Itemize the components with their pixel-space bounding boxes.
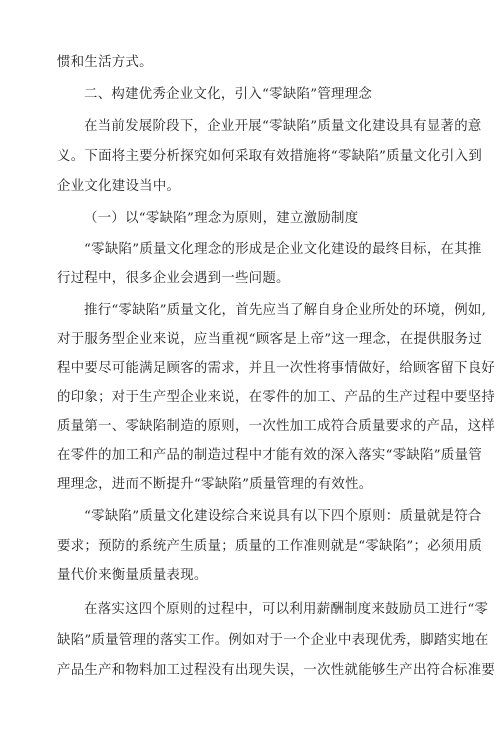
paragraph-line: 要求；预防的系统产生质量；质量的工作准则就是“零缺陷”；必须用质	[57, 539, 483, 554]
paragraph-line: 理理念，进而不断提升“零缺陷”质量管理的有效性。	[57, 477, 373, 492]
paragraph-line: 质量第一、零缺陷制造的原则，一次性加工成符合质量要求的产品，这样	[57, 419, 496, 434]
paragraph-line: 在零件的加工和产品的制造过程中才能有效的深入落实“零缺陷”质量管	[57, 448, 483, 463]
paragraph-line: 在当前发展阶段下，企业开展“零缺陷”质量文化建设具有显著的意	[84, 119, 482, 134]
paragraph-line: 量代价来衡量质量表现。	[57, 568, 208, 583]
paragraph-line: 程中要尽可能满足顾客的需求，并且一次性将事情做好，给顾客留下良好	[57, 361, 496, 376]
paragraph-line: 推行“零缺陷”质量文化，首先应当了解自身企业所处的环境，例如,	[84, 303, 487, 318]
paragraph-line: 的印象；对于生产型企业来说，在零件的加工、产品的生产过程中要坚持	[57, 390, 496, 405]
paragraph-line: 产品生产和物料加工过程没有出现失误，一次性就能够生产出符合标准要	[57, 663, 496, 678]
paragraph-line: 在落实这四个原则的过程中，可以利用薪酬制度来鼓励员工进行“零	[84, 602, 489, 617]
section-heading: 二、构建优秀企业文化，引入“零缺陷”管理理念	[84, 87, 373, 102]
subsection-heading: （一）以“零缺陷”理念为原则，建立激励制度	[84, 211, 359, 226]
paragraph-line: 惯和生活方式。	[57, 55, 153, 70]
paragraph-line: “零缺陷”质量文化建设综合来说具有以下四个原则：质量就是符合	[84, 509, 482, 524]
paragraph-line: 缺陷”质量管理的落实工作。例如对于一个企业中表现优秀，脚踏实地在	[57, 633, 489, 648]
paragraph-line: 企业文化建设当中。	[57, 179, 181, 194]
paragraph-line: 义。下面将主要分析探究如何采取有效措施将“零缺陷”质量文化引入到	[57, 149, 483, 164]
paragraph-line: “零缺陷”质量文化理念的形成是企业文化建设的最终目标，在其推	[84, 242, 482, 257]
paragraph-line: 对于服务型企业来说，应当重视“顾客是上帝”这一理念，在提供服务过	[57, 332, 483, 347]
paragraph-line: 行过程中，很多企业会遇到一些问题。	[57, 271, 290, 286]
